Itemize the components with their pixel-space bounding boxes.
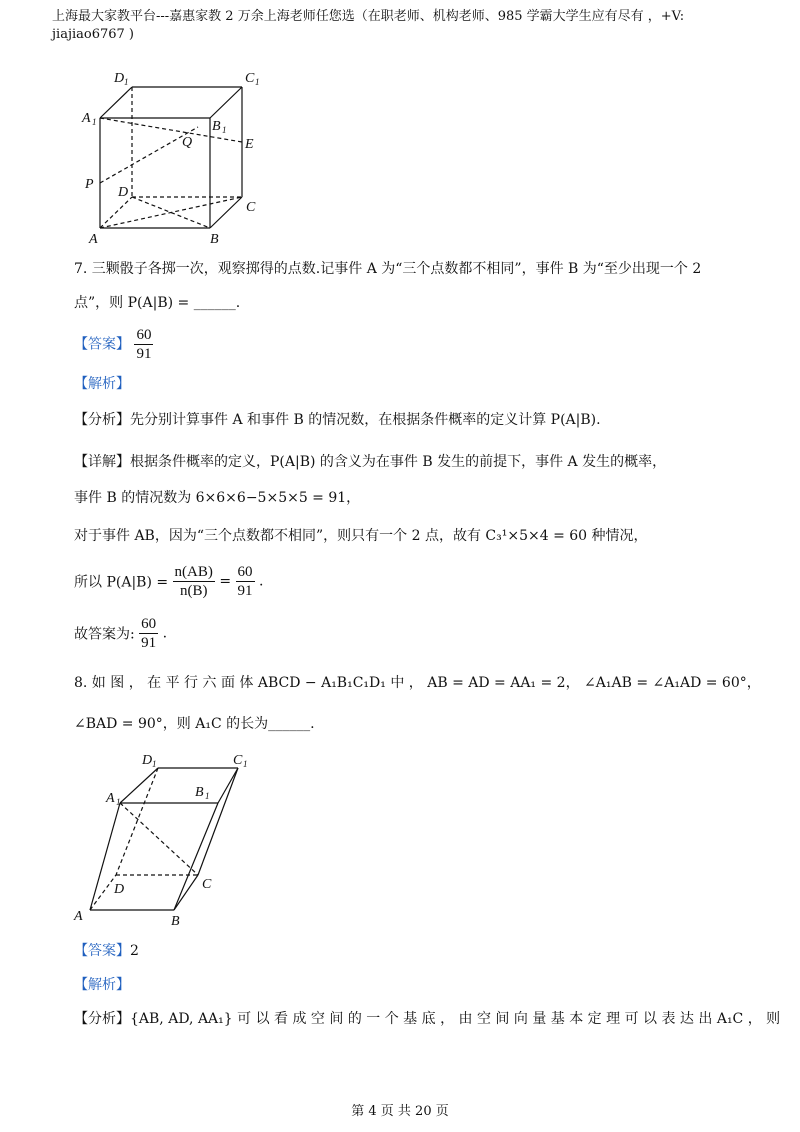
q7-analysis-tag: 【解析】 (74, 376, 130, 392)
q7-fenxi: 【分析】先分别计算事件 A 和事件 B 的情况数，在根据条件概率的定义计算 P(A|B). (74, 412, 601, 428)
diag-a-c (100, 197, 242, 228)
edge-d1-d (116, 768, 158, 875)
edge-a-d (90, 875, 116, 910)
svg-text:1: 1 (116, 797, 121, 807)
cube-figure (80, 68, 280, 248)
edge-a1-d1 (120, 768, 158, 803)
label-b: B (171, 914, 180, 928)
label-a1: A (82, 111, 91, 126)
formula-fraction-1: $\frac{n(AB)}{n(B)}$ (174, 564, 213, 599)
label-c1: C (245, 71, 255, 86)
q7-line-b: 事件 B 的情况数为 6×6×6−5×5×5 = 91， (74, 490, 361, 506)
edge-c1-c (198, 768, 238, 875)
label-e: E (245, 137, 254, 152)
label-a: A (74, 909, 83, 924)
edge-a-d (100, 197, 132, 228)
edge-c1-b1 (218, 768, 238, 803)
page-footer: 第 4 页 共 20 页 (351, 1104, 449, 1119)
edge-c1-b1 (210, 87, 242, 118)
label-b1: B (195, 785, 204, 800)
label-q: Q (182, 135, 193, 150)
svg-text:1: 1 (222, 125, 227, 135)
label-d: D (118, 185, 129, 200)
svg-text:1: 1 (205, 791, 210, 801)
svg-text:1: 1 (243, 759, 248, 769)
label-d: D (114, 882, 125, 897)
label-a1: A (106, 791, 115, 806)
answer-fraction: $\frac{60}{91}$ (136, 327, 152, 362)
edge-b1-b (174, 803, 218, 910)
header-line-1: 上海最大家教平台---嘉惠家教 2 万余上海老师任您选（在职老师、机构老师、985 学霸大学生应有尽有 ，+V: (52, 9, 685, 24)
diag-a1-c (120, 803, 198, 875)
label-c: C (246, 200, 256, 215)
label-b1: B (212, 119, 221, 134)
line-a1-e (100, 118, 242, 142)
q7-final: 故答案为: $\frac{60}{91}$ . (74, 616, 168, 651)
svg-text:1: 1 (92, 117, 97, 127)
q8-analysis-tag: 【解析】 (74, 977, 130, 993)
label-b: B (210, 232, 219, 247)
label-p: P (85, 177, 94, 192)
final-fraction: $\frac{60}{91}$ (141, 616, 157, 651)
svg-text:1: 1 (255, 77, 260, 87)
label-a: A (89, 232, 98, 247)
parallelepiped-figure (70, 748, 260, 928)
svg-text:1: 1 (152, 759, 157, 769)
q8-line1: 8. 如 图 ， 在 平 行 六 面 体 ABCD − A₁B₁C₁D₁ 中 ， AB = AD = AA₁ = 2， ∠A₁AB = ∠A₁AD = 60°， (74, 675, 761, 691)
q7-formula: 所以 P(A|B) = $\frac{n(AB)}{n(B)}$ = $\frac{60}{91}$ . (74, 564, 264, 599)
label-d1: D (142, 753, 153, 768)
q8-fenxi: 【分析】{AB, AD, AA₁} 可 以 看 成 空 间 的 一 个 基 底 ， 由 空 间 向 量 基 本 定 理 可 以 表 达 出 A₁C ， 则 (74, 1011, 781, 1027)
q7-xiangjie: 【详解】根据条件概率的定义，P(A|B) 的含义为在事件 B 发生的前提下，事件 A 发生的概率， (74, 454, 667, 470)
label-d1: D (114, 71, 125, 86)
formula-fraction-2: $\frac{60}{91}$ (237, 564, 253, 599)
q8-answer: 【答案】2 (74, 943, 139, 959)
q8-line2: ∠BAD = 90°，则 A₁C 的长为______. (74, 716, 315, 732)
svg-text:1: 1 (124, 77, 129, 87)
label-c: C (202, 877, 212, 892)
q7-line1: 7. 三颗骰子各掷一次，观察掷得的点数.记事件 A 为“三个点数都不相同”，事件 B 为“至少出现一个 2 (74, 261, 702, 277)
header-line-2: jiajiao6767 ) (52, 27, 134, 42)
q7-line2: 点”，则 P(A|B) = ______. (74, 295, 241, 311)
answer-tag: 【答案】 (74, 336, 130, 353)
q7-answer (74, 326, 153, 363)
q7-line-ab: 对于事件 AB，因为“三个点数都不相同”，则只有一个 2 点，故有 C₃¹×5×4 = 60 种情况， (74, 528, 648, 544)
edge-a1-d1 (100, 87, 132, 118)
edge-b-c (210, 197, 242, 228)
label-c1: C (233, 753, 243, 768)
